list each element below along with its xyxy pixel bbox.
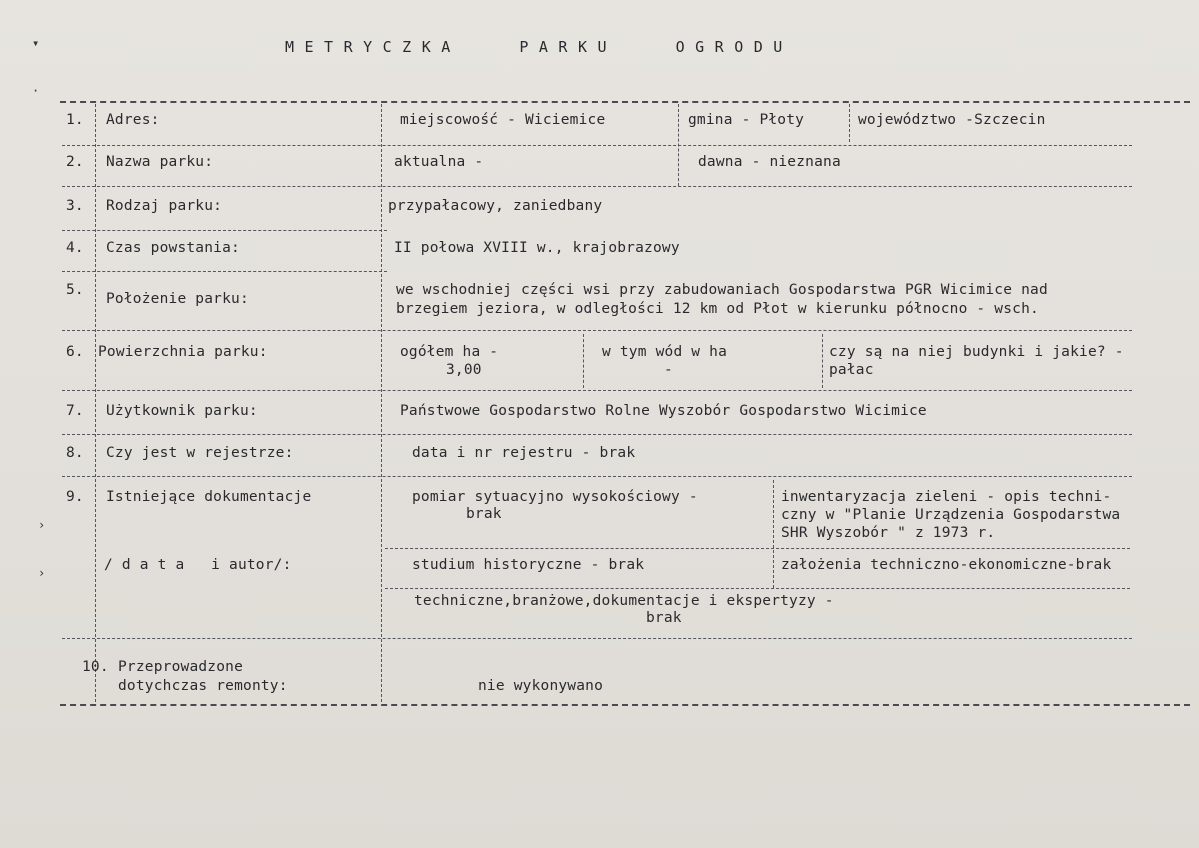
column-separator xyxy=(678,104,679,186)
row-separator xyxy=(385,588,1130,589)
row-separator xyxy=(385,548,1130,549)
row-separator xyxy=(62,390,1132,391)
row-label: Czy jest w rejestrze: xyxy=(106,445,294,461)
row-number: 10. xyxy=(82,659,109,675)
row-separator xyxy=(62,145,1132,146)
margin-mark: › xyxy=(38,518,46,532)
cell-value: w tym wód w ha xyxy=(602,344,728,360)
row-number: 6. xyxy=(66,344,84,360)
row-label: Adres: xyxy=(106,112,160,128)
cell-value: miejscowość - Wiciemice xyxy=(400,112,606,128)
cell-value: II połowa XVIII w., krajobrazowy xyxy=(394,240,680,256)
row-number: 7. xyxy=(66,403,84,419)
column-separator xyxy=(583,334,584,388)
row-label: Nazwa parku: xyxy=(106,154,214,170)
cell-value: Państwowe Gospodarstwo Rolne Wyszobór Gospodarstwo Wicimice xyxy=(400,403,927,419)
row-separator xyxy=(62,638,1132,639)
cell-value: brzegiem jeziora, w odległości 12 km od Płot w kierunku północno - wsch. xyxy=(396,301,1039,317)
row-number: 9. xyxy=(66,489,84,505)
row-label: Czas powstania: xyxy=(106,240,240,256)
row-separator xyxy=(62,186,1132,187)
cell-value: czy są na niej budynki i jakie? - xyxy=(829,344,1124,360)
cell-value: czny w "Planie Urządzenia Gospodarstwa xyxy=(781,507,1121,523)
margin-mark: ▾ xyxy=(32,36,40,50)
cell-value: data i nr rejestru - brak xyxy=(412,445,636,461)
cell-value: - xyxy=(664,362,673,378)
cell-value: pałac xyxy=(829,362,874,378)
row-number: 8. xyxy=(66,445,84,461)
cell-value: techniczne,branżowe,dokumentacje i ekspertyzy - xyxy=(414,593,834,609)
row-number: 3. xyxy=(66,198,84,214)
cell-value: brak xyxy=(646,610,682,626)
row-separator xyxy=(62,230,387,231)
cell-value: inwentaryzacja zieleni - opis techni- xyxy=(781,489,1112,505)
cell-value: województwo -Szczecin xyxy=(858,112,1046,128)
margin-mark: · xyxy=(32,84,40,98)
row-label: Przeprowadzone xyxy=(118,659,244,675)
cell-value: we wschodniej części wsi przy zabudowaniach Gospodarstwa PGR Wicimice nad xyxy=(396,282,1048,298)
cell-value: gmina - Płoty xyxy=(688,112,805,128)
document-title: METRYCZKA PARKU OGRODU xyxy=(285,38,793,56)
margin-mark: › xyxy=(38,566,46,580)
cell-value: ogółem ha - xyxy=(400,344,499,360)
column-separator xyxy=(849,104,850,142)
bottom-border xyxy=(60,704,1190,706)
cell-value: SHR Wyszobór " z 1973 r. xyxy=(781,525,996,541)
column-separator xyxy=(381,104,382,702)
cell-value: przypałacowy, zaniedbany xyxy=(388,198,603,214)
cell-value: studium historyczne - brak xyxy=(412,557,645,573)
cell-value: 3,00 xyxy=(446,362,482,378)
row-number: 4. xyxy=(66,240,84,256)
column-separator xyxy=(95,104,96,702)
row-label: Istniejące dokumentacje xyxy=(106,489,312,505)
row-label: Rodzaj parku: xyxy=(106,198,223,214)
column-separator xyxy=(773,480,774,588)
row-label: Użytkownik parku: xyxy=(106,403,258,419)
row-separator xyxy=(62,434,1132,435)
cell-value: nie wykonywano xyxy=(478,678,604,694)
row-number: 1. xyxy=(66,112,84,128)
row-label-sub: dotychczas remonty: xyxy=(118,678,288,694)
cell-value: brak xyxy=(466,506,502,522)
row-label: Powierzchnia parku: xyxy=(98,344,268,360)
row-separator xyxy=(62,271,387,272)
row-number: 5. xyxy=(66,282,84,298)
cell-value: dawna - nieznana xyxy=(698,154,841,170)
cell-value: aktualna - xyxy=(394,154,484,170)
cell-value: pomiar sytuacyjno wysokościowy - xyxy=(412,489,698,505)
cell-value: założenia techniczno-ekonomiczne-brak xyxy=(781,557,1112,573)
row-separator xyxy=(62,476,1132,477)
row-number: 2. xyxy=(66,154,84,170)
row-label-sub: / d a t a i autor/: xyxy=(104,557,292,573)
row-label: Położenie parku: xyxy=(106,291,249,307)
column-separator xyxy=(822,334,823,388)
row-separator xyxy=(62,330,1132,331)
top-border xyxy=(60,101,1190,103)
